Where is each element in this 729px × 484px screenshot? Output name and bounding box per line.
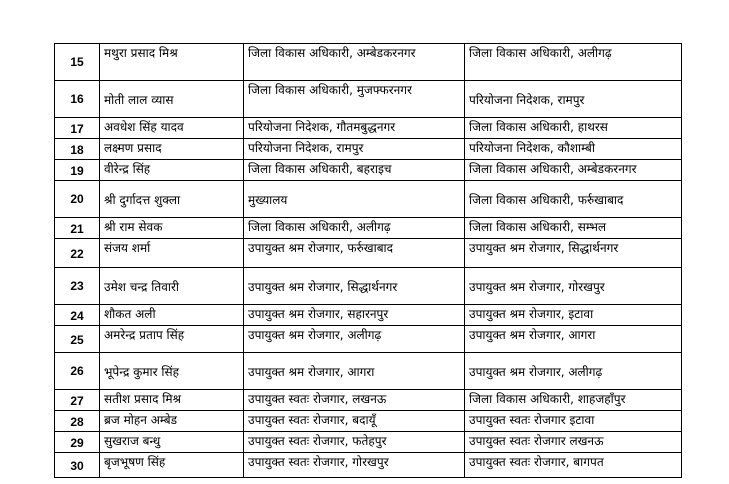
current-posting-cell [244, 44, 465, 81]
table-row [55, 432, 682, 453]
officer-name-cell: श्री दुर्गादत्त शुक्ला [100, 181, 244, 218]
current-posting-cell: मुख्यालय [244, 181, 465, 218]
new-posting-cell: जिला विकास अधिकारी, हाथरस [465, 118, 682, 139]
serial-number-cell: 25 [55, 326, 100, 353]
table-row [55, 118, 682, 139]
current-posting-text: जिला विकास अधिकारी, मुजफ्फरनगर [248, 83, 412, 97]
table-row [55, 390, 682, 411]
officer-name-cell: बृजभूषण सिंह [100, 453, 244, 478]
serial-number-cell: 22 [55, 239, 100, 268]
officer-name-cell: सुखराज बन्धु [100, 432, 244, 453]
table-row [55, 326, 682, 353]
serial-number-cell: 21 [55, 218, 100, 239]
officer-name-cell: अमरेन्द्र प्रताप सिंह [100, 326, 244, 353]
new-posting-cell: परियोजना निदेशक, रामपुर [465, 81, 682, 118]
officer-name-cell: अवधेश सिंह यादव [100, 118, 244, 139]
serial-number-cell: 20 [55, 181, 100, 218]
current-posting-cell: उपायुक्त श्रम रोजगार, फर्रुखाबाद [244, 239, 465, 268]
serial-number-cell: 24 [55, 305, 100, 326]
new-posting-cell: उपायुक्त श्रम रोजगार, अलीगढ़ [465, 353, 682, 390]
serial-number-cell: 19 [55, 160, 100, 181]
current-posting-text: जिला विकास अधिकारी, अम्बेडकरनगर [248, 46, 416, 60]
table-row [55, 353, 682, 390]
table-row [55, 81, 682, 118]
current-posting-cell: परियोजना निदेशक, गौतमबुद्धनगर [244, 118, 465, 139]
table-row [55, 160, 682, 181]
officer-name-cell: मोती लाल व्यास [100, 81, 244, 118]
new-posting-cell: उपायुक्त स्वतः रोजगार इटावा [465, 411, 682, 432]
new-posting-cell: जिला विकास अधिकारी, सम्भल [465, 218, 682, 239]
transfer-table [54, 43, 682, 478]
current-posting-cell: जिला विकास अधिकारी, अलीगढ़ [244, 218, 465, 239]
table-row [55, 139, 682, 160]
new-posting-cell: उपायुक्त स्वतः रोजगार, बागपत [465, 453, 682, 478]
table-row [55, 305, 682, 326]
officer-name-cell: मथुरा प्रसाद मिश्र [100, 44, 244, 81]
serial-number-cell: 18 [55, 139, 100, 160]
table-row [55, 453, 682, 478]
current-posting-cell: उपायुक्त स्वतः रोजगार, लखनऊ [244, 390, 465, 411]
serial-number-cell: 23 [55, 268, 100, 305]
new-posting-cell: उपायुक्त श्रम रोजगार, सिद्धार्थनगर [465, 239, 682, 268]
officer-name-cell: संजय शर्मा [100, 239, 244, 268]
transfer-table-body [55, 44, 682, 478]
new-posting-cell: उपायुक्त स्वतः रोजगार लखनऊ [465, 432, 682, 453]
table-row [55, 181, 682, 218]
current-posting-cell: परियोजना निदेशक, रामपुर [244, 139, 465, 160]
new-posting-cell: जिला विकास अधिकारी, शाहजहाँपुर [465, 390, 682, 411]
new-posting-cell: जिला विकास अधिकारी, फर्रुखाबाद [465, 181, 682, 218]
current-posting-cell [244, 81, 465, 118]
officer-name-cell: ब्रज मोहन अम्बेड [100, 411, 244, 432]
serial-number-cell: 16 [55, 81, 100, 118]
table-row [55, 411, 682, 432]
current-posting-cell: उपायुक्त स्वतः रोजगार, बदायूँ [244, 411, 465, 432]
officer-name-cell: सतीश प्रसाद मिश्र [100, 390, 244, 411]
new-posting-cell: जिला विकास अधिकारी, अलीगढ़ [465, 44, 682, 81]
serial-number-cell: 26 [55, 353, 100, 390]
current-posting-cell: उपायुक्त स्वतः रोजगार, फतेहपुर [244, 432, 465, 453]
current-posting-cell: उपायुक्त श्रम रोजगार, आगरा [244, 353, 465, 390]
table-row [55, 44, 682, 81]
new-posting-cell: उपायुक्त श्रम रोजगार, गोरखपुर [465, 268, 682, 305]
officer-name-cell: वीरेन्द्र सिंह [100, 160, 244, 181]
serial-number-cell: 27 [55, 390, 100, 411]
table-row [55, 218, 682, 239]
officer-name-cell: श्री राम सेवक [100, 218, 244, 239]
new-posting-cell: उपायुक्त श्रम रोजगार, इटावा [465, 305, 682, 326]
officer-name-cell: लक्ष्मण प्रसाद [100, 139, 244, 160]
new-posting-cell: परियोजना निदेशक, कौशाम्बी [465, 139, 682, 160]
current-posting-cell: उपायुक्त श्रम रोजगार, अलीगढ़ [244, 326, 465, 353]
table-row [55, 239, 682, 268]
current-posting-cell: उपायुक्त श्रम रोजगार, सिद्धार्थनगर [244, 268, 465, 305]
new-posting-cell: उपायुक्त श्रम रोजगार, आगरा [465, 326, 682, 353]
serial-number-cell: 15 [55, 44, 100, 81]
officer-name-cell: भूपेन्द्र कुमार सिंह [100, 353, 244, 390]
serial-number-cell: 28 [55, 411, 100, 432]
current-posting-cell: उपायुक्त श्रम रोजगार, सहारनपुर [244, 305, 465, 326]
serial-number-cell: 30 [55, 453, 100, 478]
serial-number-cell: 17 [55, 118, 100, 139]
table-row [55, 268, 682, 305]
officer-name-cell: उमेश चन्द्र तिवारी [100, 268, 244, 305]
current-posting-cell: उपायुक्त स्वतः रोजगार, गोरखपुर [244, 453, 465, 478]
current-posting-cell: जिला विकास अधिकारी, बहराइच [244, 160, 465, 181]
new-posting-cell: जिला विकास अधिकारी, अम्बेडकरनगर [465, 160, 682, 181]
serial-number-cell: 29 [55, 432, 100, 453]
officer-name-cell: शौकत अली [100, 305, 244, 326]
